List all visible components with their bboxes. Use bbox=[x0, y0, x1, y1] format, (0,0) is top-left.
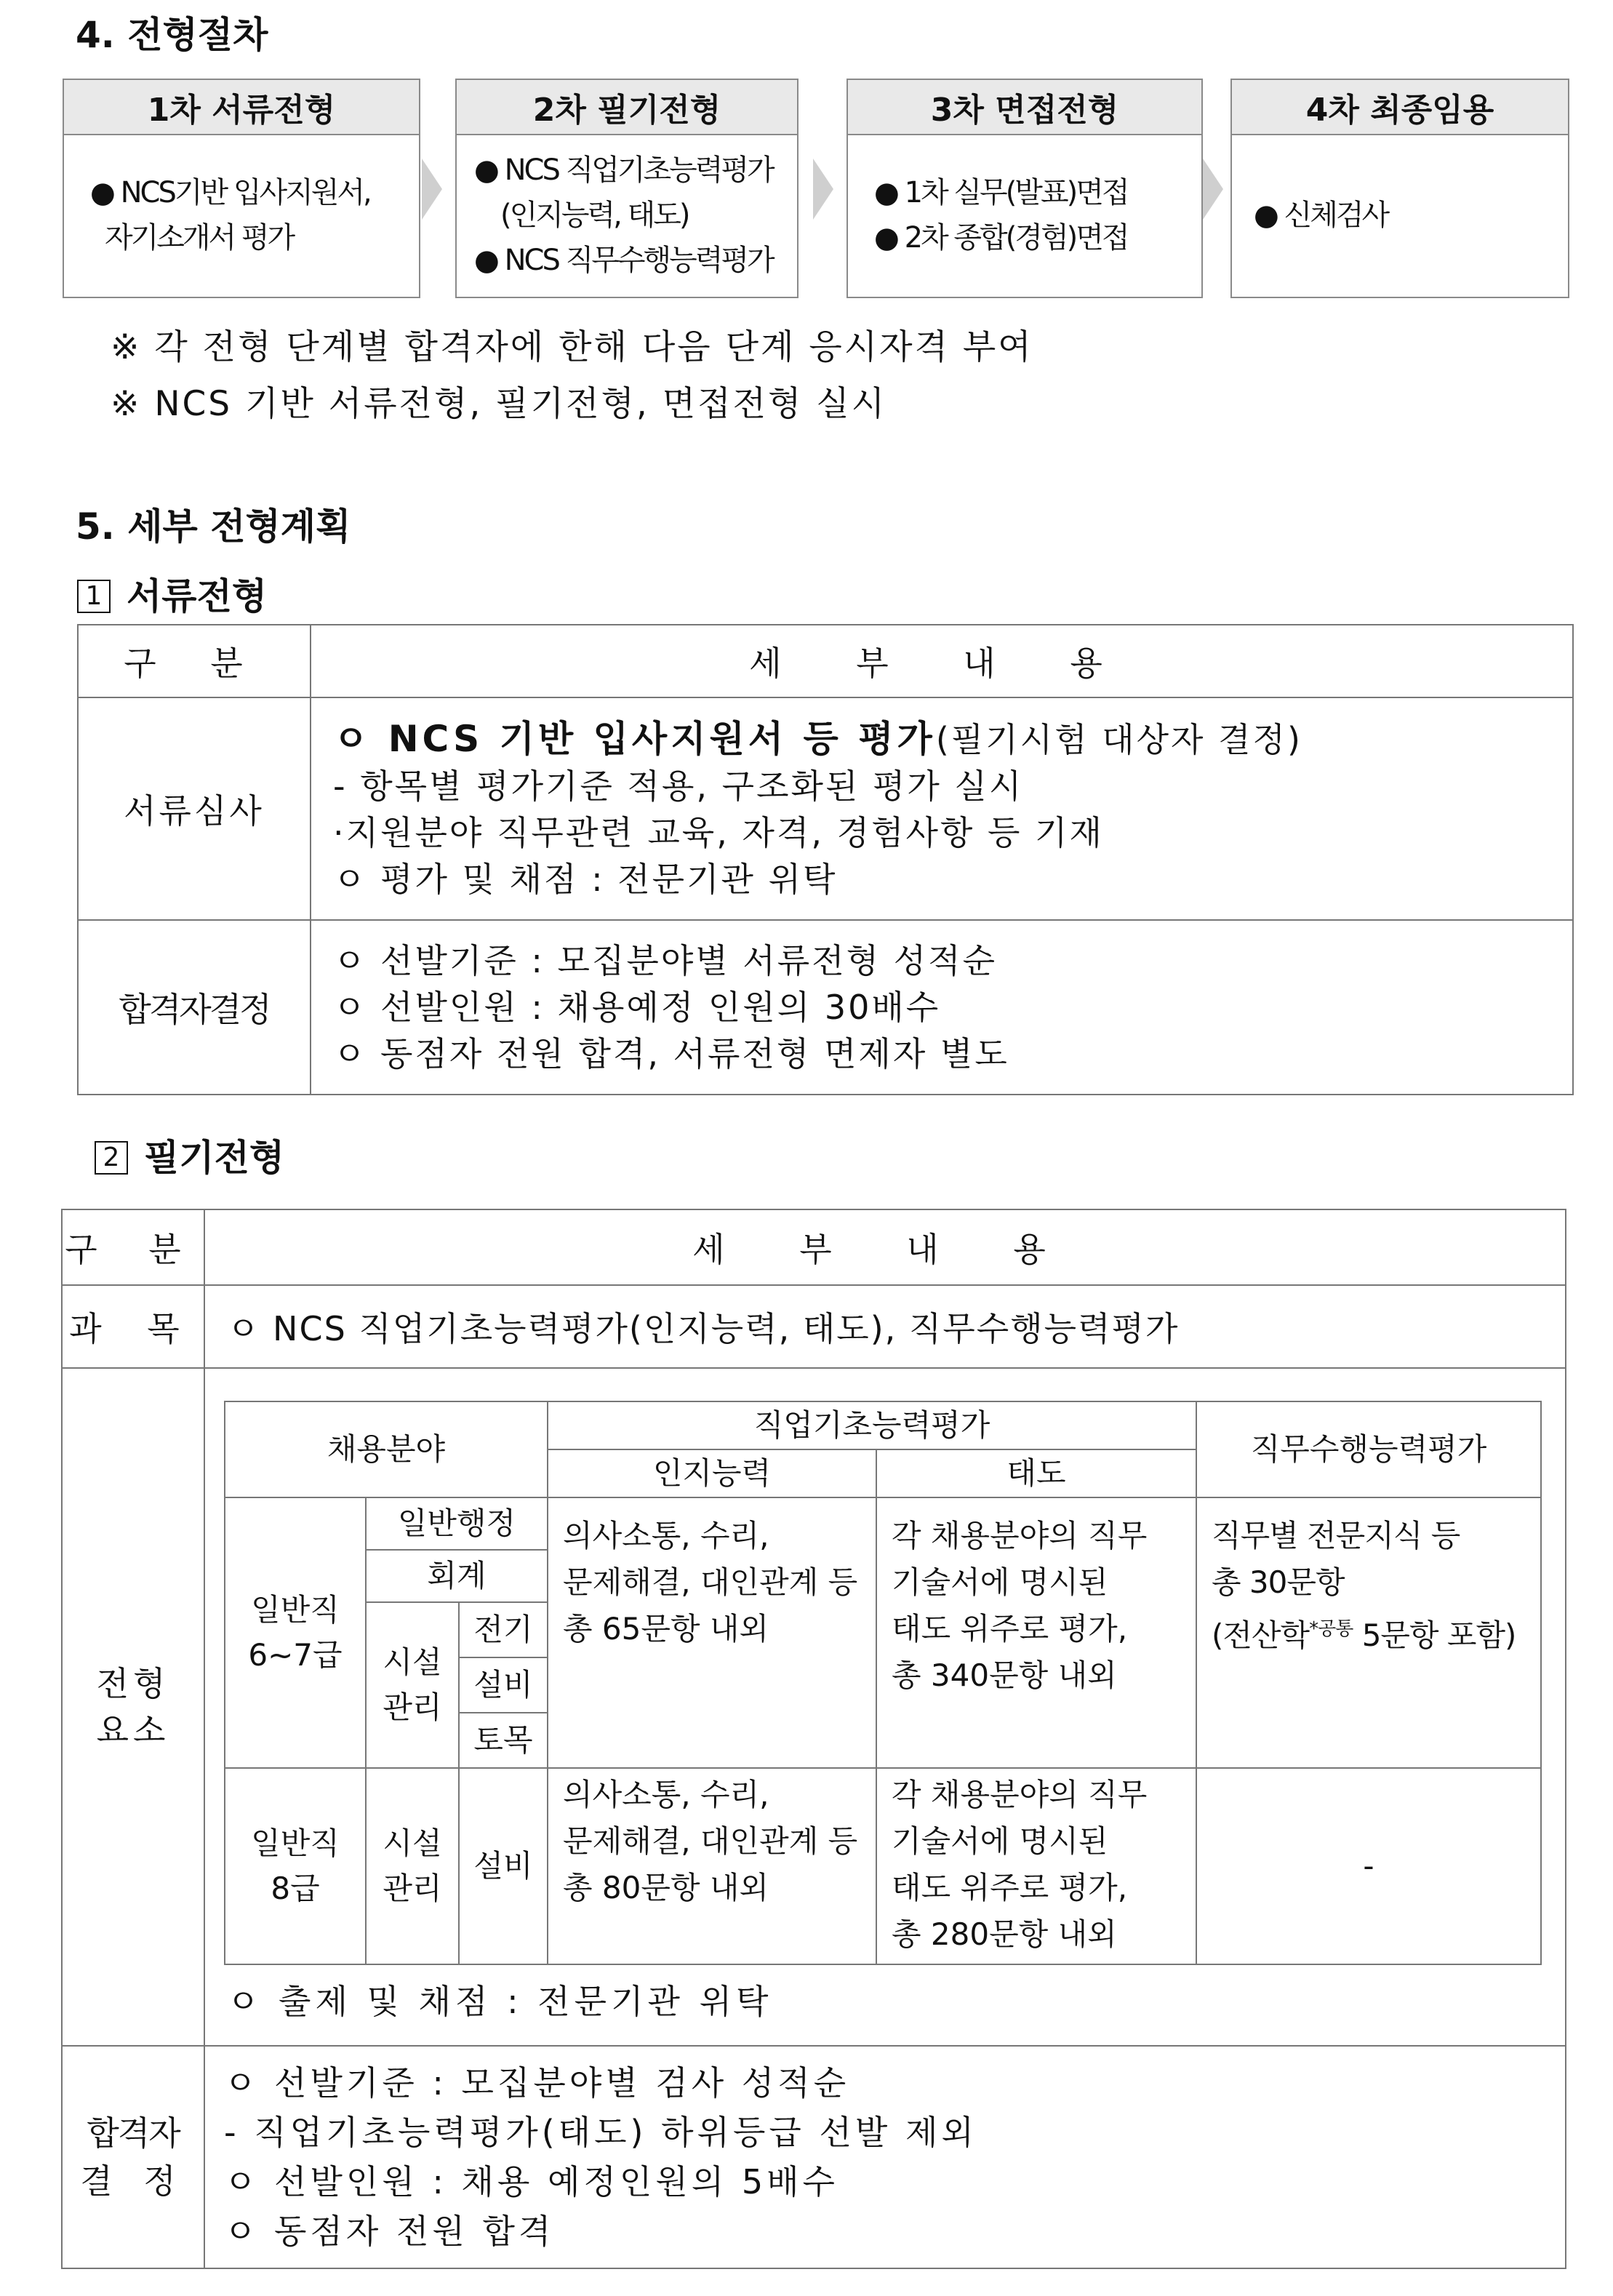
cell-line: 의사소통, 수리, bbox=[563, 1777, 769, 1812]
written-section-title bbox=[95, 1129, 284, 1181]
scoring-note: ㅇ 출제 및 채점 : 전문기관 위탁 bbox=[227, 1982, 773, 2021]
header-attitude: 태도 bbox=[876, 1449, 1196, 1497]
table-header-col1: 구 분 bbox=[78, 625, 311, 697]
step-line: ● 1차 실무(발표)면접 bbox=[874, 176, 1128, 209]
grade-line: 6~7급 bbox=[248, 1637, 343, 1673]
grade-line: 일반직 bbox=[251, 1592, 340, 1628]
content-line: - 항목별 평가기준 적용, 구조화된 평가 실시 bbox=[333, 766, 1024, 806]
cognitive-cell bbox=[548, 1497, 876, 1768]
cell-line: 문제해결, 대인관계 등 bbox=[563, 1564, 858, 1600]
row-label: 합격자결정 bbox=[78, 920, 311, 1095]
process-step-4 bbox=[1230, 79, 1569, 298]
content-line: ㅇ 선발기준 : 모집분야별 서류전형 성적순 bbox=[333, 941, 998, 980]
header-basic: 직업기초능력평가 bbox=[548, 1401, 1196, 1449]
step-line: 자기소개서 평가 bbox=[105, 221, 294, 255]
section4-title: 4. 전형절차 bbox=[76, 14, 268, 56]
row-content bbox=[311, 697, 1573, 920]
content-line: ㅇ 동점자 전원 합격, 서류전형 면제자 별도 bbox=[333, 1034, 1009, 1073]
chevron-right-icon bbox=[813, 159, 833, 220]
cell-line: 의사소통, 수리, bbox=[563, 1518, 769, 1553]
pass-label bbox=[62, 2046, 204, 2268]
table-header-col2: 세 부 내 용 bbox=[204, 1209, 1566, 1285]
label-line: 전형 bbox=[96, 1664, 170, 1703]
cell-line: 총 65문항 내외 bbox=[563, 1611, 769, 1647]
process-step-1 bbox=[63, 79, 420, 298]
facility-line: 관리 bbox=[383, 1689, 442, 1725]
cell-line: 총 340문항 내외 bbox=[892, 1657, 1117, 1693]
facility-line: 관리 bbox=[383, 1871, 442, 1906]
cell-line: 각 채용분야의 직무 bbox=[892, 1518, 1148, 1553]
cell-line: 태도 위주로 평가, bbox=[892, 1870, 1128, 1905]
step-line: ● NCS기반 입사지원서, bbox=[90, 176, 370, 209]
grade-line: 8급 bbox=[271, 1871, 320, 1906]
process-step-2 bbox=[455, 79, 799, 298]
step-line: ● 신체검사 bbox=[1254, 199, 1388, 232]
field-equipment: 설비 bbox=[459, 1657, 548, 1713]
step-title: 4차 최종임용 bbox=[1232, 80, 1568, 135]
content-line: ㅇ 선발인원 : 채용 예정인원의 5배수 bbox=[224, 2162, 838, 2201]
job-cell: - bbox=[1196, 1768, 1541, 1964]
number-box-icon: 1 bbox=[77, 580, 111, 613]
cell-line: (전산학$^{*공통}$ 5문항 포함) bbox=[1212, 1617, 1516, 1653]
attitude-cell bbox=[876, 1497, 1196, 1768]
process-step-3 bbox=[846, 79, 1203, 298]
cell-line: 총 80문항 내외 bbox=[563, 1870, 769, 1905]
elements-label bbox=[62, 1368, 204, 2046]
table-header-col1: 구 분 bbox=[62, 1209, 204, 1285]
chevron-right-icon bbox=[422, 159, 442, 220]
step-title: 1차 서류전형 bbox=[64, 80, 419, 135]
content-line: ㅇ 평가 및 채점 : 전문기관 위탁 bbox=[333, 859, 838, 899]
subject-text: ㅇ NCS 직업기초능력평가(인지능력, 태도), 직무수행능력평가 bbox=[204, 1285, 1566, 1368]
elements-content bbox=[204, 1368, 1566, 2046]
doc-title-text: 서류전형 bbox=[127, 575, 268, 617]
label-line: 합격자 bbox=[87, 2113, 180, 2153]
written-exam-table bbox=[61, 1209, 1566, 2269]
header-cognitive: 인지능력 bbox=[548, 1449, 876, 1497]
doc-screening-table bbox=[77, 624, 1574, 1095]
step-line: (인지능력, 태도) bbox=[500, 199, 689, 232]
label-line: 요소 bbox=[96, 1711, 170, 1750]
field-electric: 전기 bbox=[459, 1602, 548, 1657]
row-content bbox=[311, 920, 1573, 1095]
step-title: 3차 면접전형 bbox=[848, 80, 1201, 135]
job-cell bbox=[1196, 1497, 1541, 1768]
content-line: ㅇ NCS 기반 입사지원서 등 평가(필기시험 대상자 결정) bbox=[333, 717, 1302, 760]
grade-cell bbox=[225, 1768, 366, 1964]
cell-line: 각 채용분야의 직무 bbox=[892, 1777, 1148, 1812]
facility-cell bbox=[366, 1768, 459, 1964]
cell-line: 기술서에 명시된 bbox=[892, 1823, 1108, 1859]
note-1: ※ 각 전형 단계별 합격자에 한해 다음 단계 응시자격 부여 bbox=[111, 327, 1033, 367]
written-title-text: 필기전형 bbox=[144, 1137, 285, 1179]
section5-title: 5. 세부 전형계획 bbox=[76, 505, 351, 548]
number-box-icon: 2 bbox=[95, 1141, 128, 1175]
pass-content bbox=[204, 2046, 1566, 2268]
cell-line: 총 30문항 bbox=[1212, 1564, 1345, 1600]
facility-cell bbox=[366, 1602, 459, 1768]
doc-section-title bbox=[77, 567, 267, 620]
table-header-col2: 세 부 내 용 bbox=[311, 625, 1573, 697]
grade-line: 일반직 bbox=[251, 1825, 340, 1861]
facility-line: 시설 bbox=[383, 1644, 442, 1680]
chevron-right-icon bbox=[1203, 159, 1223, 220]
step-line: ● NCS 직업기초능력평가 bbox=[474, 153, 773, 187]
step-line: ● NCS 직무수행능력평가 bbox=[474, 244, 773, 277]
content-line: ㅇ 동점자 전원 합격 bbox=[224, 2212, 555, 2251]
cell-line: 기술서에 명시된 bbox=[892, 1564, 1108, 1600]
content-line: - 직업기초능력평가(태도) 하위등급 선발 제외 bbox=[224, 2113, 977, 2152]
content-line: ㅇ 선발인원 : 채용예정 인원의 30배수 bbox=[333, 988, 941, 1027]
cognitive-cell bbox=[548, 1768, 876, 1964]
cell-line: 총 280문항 내외 bbox=[892, 1916, 1117, 1952]
step-line: ● 2차 종합(경험)면접 bbox=[874, 221, 1128, 255]
facility-line: 시설 bbox=[383, 1825, 442, 1861]
attitude-cell bbox=[876, 1768, 1196, 1964]
field-equipment: 설비 bbox=[459, 1768, 548, 1964]
step-title: 2차 필기전형 bbox=[457, 80, 797, 135]
cell-line: 문제해결, 대인관계 등 bbox=[563, 1823, 858, 1859]
header-field: 채용분야 bbox=[225, 1401, 548, 1497]
grade-cell bbox=[225, 1497, 366, 1768]
subject-label: 과 목 bbox=[62, 1285, 204, 1368]
field-accounting: 회계 bbox=[366, 1550, 548, 1602]
content-line: ㅇ 선발기준 : 모집분야별 검사 성적순 bbox=[224, 2063, 850, 2103]
cell-line: 태도 위주로 평가, bbox=[892, 1611, 1128, 1647]
note-2: ※ NCS 기반 서류전형, 필기전형, 면접전형 실시 bbox=[111, 384, 887, 424]
cell-line: 직무별 전문지식 등 bbox=[1212, 1518, 1460, 1553]
evaluation-elements-table bbox=[224, 1401, 1542, 1965]
field-civil: 토목 bbox=[459, 1713, 548, 1768]
row-label: 서류심사 bbox=[78, 697, 311, 920]
label-line: 결 정 bbox=[80, 2161, 186, 2201]
content-line: ·지원분야 직무관련 교육, 자격, 경험사항 등 기재 bbox=[333, 812, 1104, 852]
header-job: 직무수행능력평가 bbox=[1196, 1401, 1541, 1497]
field-admin: 일반행정 bbox=[366, 1497, 548, 1550]
